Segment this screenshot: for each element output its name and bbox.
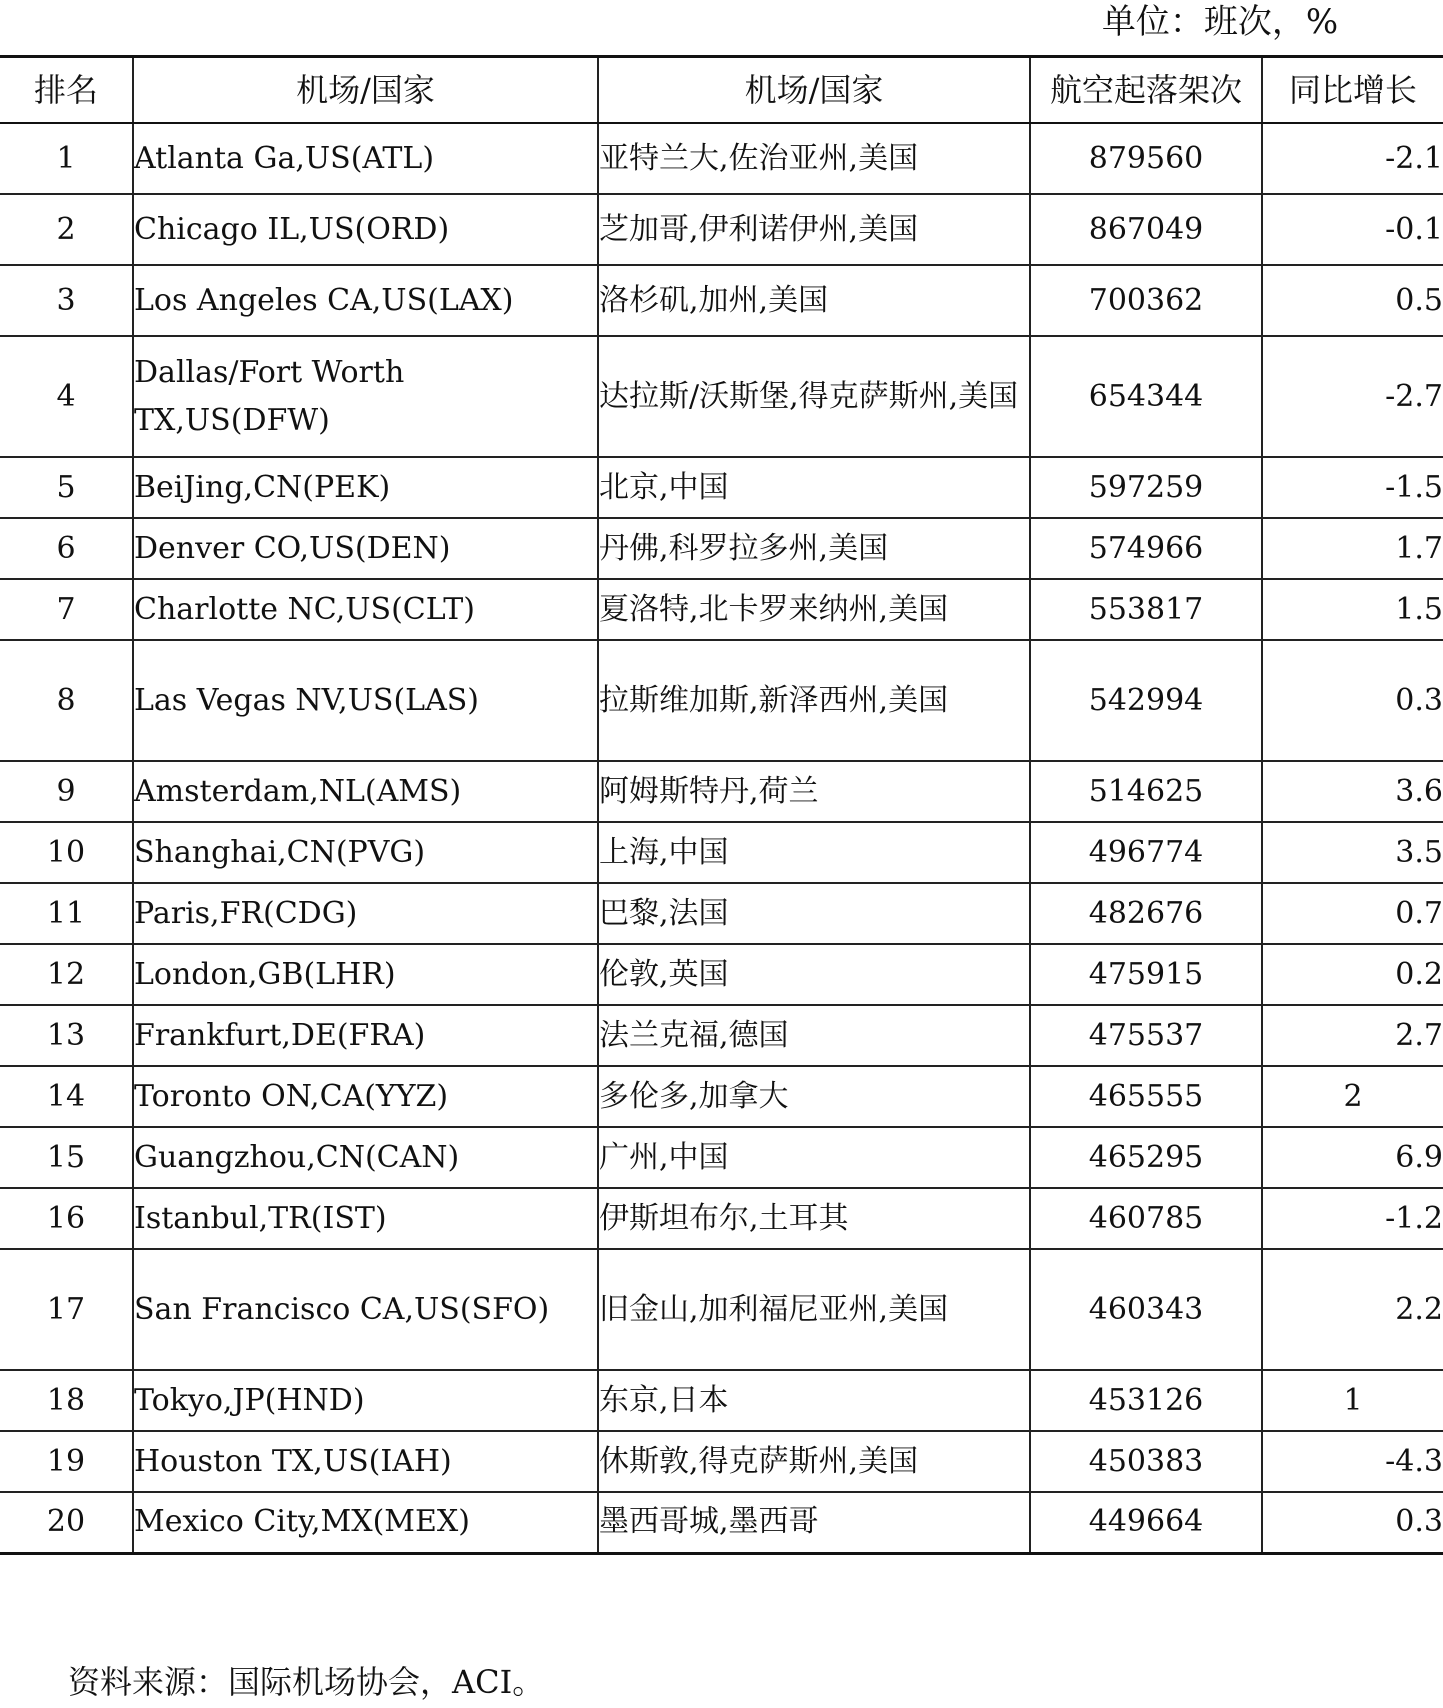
cell-airport-en: Toronto ON,CA(YYZ) xyxy=(133,1066,598,1127)
cell-airport-zh: 上海,中国 xyxy=(598,822,1030,883)
cell-airport-zh: 法兰克福,德国 xyxy=(598,1005,1030,1066)
cell-rank: 3 xyxy=(0,265,133,336)
cell-movements: 496774 xyxy=(1030,822,1262,883)
cell-growth: 3.5 xyxy=(1262,822,1443,883)
unit-note: 单位：班次，% xyxy=(1101,2,1339,42)
cell-airport-zh: 丹佛,科罗拉多州,美国 xyxy=(598,518,1030,579)
table-row xyxy=(0,579,1443,640)
cell-growth: 2.2 xyxy=(1262,1249,1443,1370)
cell-airport-en: Atlanta Ga,US(ATL) xyxy=(133,123,598,194)
cell-growth: 2 xyxy=(1262,1066,1443,1127)
table-row xyxy=(0,1370,1443,1431)
cell-airport-zh: 旧金山,加利福尼亚州,美国 xyxy=(598,1249,1030,1370)
cell-airport-en: Dallas/Fort Worth TX,US(DFW) xyxy=(133,336,598,457)
cell-growth: 1.7 xyxy=(1262,518,1443,579)
cell-airport-zh: 巴黎,法国 xyxy=(598,883,1030,944)
cell-rank: 5 xyxy=(0,457,133,518)
cell-rank: 1 xyxy=(0,123,133,194)
table-row xyxy=(0,1066,1443,1127)
cell-airport-en: Chicago IL,US(ORD) xyxy=(133,194,598,265)
cell-growth: 0.3 xyxy=(1262,1492,1443,1553)
cell-growth: 0.2 xyxy=(1262,944,1443,1005)
cell-rank: 14 xyxy=(0,1066,133,1127)
table-row xyxy=(0,123,1443,194)
cell-airport-zh: 休斯敦,得克萨斯州,美国 xyxy=(598,1431,1030,1492)
cell-movements: 482676 xyxy=(1030,883,1262,944)
cell-movements: 514625 xyxy=(1030,761,1262,822)
cell-airport-zh: 广州,中国 xyxy=(598,1127,1030,1188)
cell-airport-en: Denver CO,US(DEN) xyxy=(133,518,598,579)
cell-airport-en: San Francisco CA,US(SFO) xyxy=(133,1249,598,1370)
table-row xyxy=(0,1188,1443,1249)
source-note: 资料来源：国际机场协会，ACI。 xyxy=(68,1663,545,1701)
cell-growth: -1.5 xyxy=(1262,457,1443,518)
cell-rank: 20 xyxy=(0,1492,133,1553)
cell-airport-zh: 东京,日本 xyxy=(598,1370,1030,1431)
cell-movements: 453126 xyxy=(1030,1370,1262,1431)
table-row xyxy=(0,1492,1443,1553)
cell-growth: 6.9 xyxy=(1262,1127,1443,1188)
cell-airport-zh: 达拉斯/沃斯堡,得克萨斯州,美国 xyxy=(598,336,1030,457)
cell-airport-en: Tokyo,JP(HND) xyxy=(133,1370,598,1431)
cell-growth: 0.7 xyxy=(1262,883,1443,944)
cell-rank: 6 xyxy=(0,518,133,579)
cell-growth: 0.5 xyxy=(1262,265,1443,336)
table-row xyxy=(0,1127,1443,1188)
cell-movements: 867049 xyxy=(1030,194,1262,265)
cell-movements: 553817 xyxy=(1030,579,1262,640)
table-row xyxy=(0,944,1443,1005)
cell-movements: 475537 xyxy=(1030,1005,1262,1066)
cell-movements: 542994 xyxy=(1030,640,1262,761)
cell-growth: 1.5 xyxy=(1262,579,1443,640)
table-row xyxy=(0,518,1443,579)
cell-rank: 9 xyxy=(0,761,133,822)
cell-airport-en: Charlotte NC,US(CLT) xyxy=(133,579,598,640)
cell-airport-en: Los Angeles CA,US(LAX) xyxy=(133,265,598,336)
cell-airport-zh: 洛杉矶,加州,美国 xyxy=(598,265,1030,336)
cell-airport-zh: 拉斯维加斯,新泽西州,美国 xyxy=(598,640,1030,761)
cell-movements: 449664 xyxy=(1030,1492,1262,1553)
cell-airport-en: Guangzhou,CN(CAN) xyxy=(133,1127,598,1188)
cell-growth: 3.6 xyxy=(1262,761,1443,822)
header-rank: 排名 xyxy=(0,57,133,124)
cell-growth: -0.1 xyxy=(1262,194,1443,265)
cell-airport-en: Amsterdam,NL(AMS) xyxy=(133,761,598,822)
table-row xyxy=(0,194,1443,265)
cell-airport-zh: 芝加哥,伊利诺伊州,美国 xyxy=(598,194,1030,265)
cell-growth: 0.3 xyxy=(1262,640,1443,761)
cell-growth: -1.2 xyxy=(1262,1188,1443,1249)
cell-movements: 879560 xyxy=(1030,123,1262,194)
table-row xyxy=(0,822,1443,883)
cell-growth: 1 xyxy=(1262,1370,1443,1431)
cell-rank: 11 xyxy=(0,883,133,944)
cell-airport-zh: 墨西哥城,墨西哥 xyxy=(598,1492,1030,1553)
table-row xyxy=(0,761,1443,822)
airport-movements-table xyxy=(0,55,1443,1555)
cell-rank: 10 xyxy=(0,822,133,883)
cell-airport-en: Shanghai,CN(PVG) xyxy=(133,822,598,883)
cell-movements: 475915 xyxy=(1030,944,1262,1005)
cell-rank: 17 xyxy=(0,1249,133,1370)
cell-rank: 18 xyxy=(0,1370,133,1431)
table-row xyxy=(0,1431,1443,1492)
cell-rank: 12 xyxy=(0,944,133,1005)
cell-airport-en: London,GB(LHR) xyxy=(133,944,598,1005)
cell-rank: 4 xyxy=(0,336,133,457)
cell-growth: -2.7 xyxy=(1262,336,1443,457)
table-row xyxy=(0,1005,1443,1066)
cell-rank: 15 xyxy=(0,1127,133,1188)
cell-airport-zh: 阿姆斯特丹,荷兰 xyxy=(598,761,1030,822)
cell-airport-zh: 北京,中国 xyxy=(598,457,1030,518)
cell-rank: 7 xyxy=(0,579,133,640)
cell-rank: 16 xyxy=(0,1188,133,1249)
cell-growth: -4.3 xyxy=(1262,1431,1443,1492)
cell-movements: 700362 xyxy=(1030,265,1262,336)
cell-growth: 2.7 xyxy=(1262,1005,1443,1066)
table-row xyxy=(0,265,1443,336)
cell-airport-zh: 伦敦,英国 xyxy=(598,944,1030,1005)
cell-movements: 460343 xyxy=(1030,1249,1262,1370)
cell-movements: 460785 xyxy=(1030,1188,1262,1249)
cell-movements: 654344 xyxy=(1030,336,1262,457)
table-row xyxy=(0,640,1443,761)
table-row xyxy=(0,1249,1443,1370)
cell-rank: 2 xyxy=(0,194,133,265)
cell-airport-en: Frankfurt,DE(FRA) xyxy=(133,1005,598,1066)
cell-airport-en: Istanbul,TR(IST) xyxy=(133,1188,598,1249)
table-row xyxy=(0,336,1443,457)
table-header-row xyxy=(0,57,1443,124)
table-row xyxy=(0,883,1443,944)
table-row xyxy=(0,457,1443,518)
cell-airport-zh: 夏洛特,北卡罗来纳州,美国 xyxy=(598,579,1030,640)
cell-rank: 8 xyxy=(0,640,133,761)
table-body xyxy=(0,123,1443,1553)
header-airport-zh: 机场/国家 xyxy=(598,57,1030,124)
cell-growth: -2.1 xyxy=(1262,123,1443,194)
header-movements: 航空起落架次 xyxy=(1030,57,1262,124)
cell-movements: 465295 xyxy=(1030,1127,1262,1188)
cell-movements: 574966 xyxy=(1030,518,1262,579)
cell-airport-en: Mexico City,MX(MEX) xyxy=(133,1492,598,1553)
cell-movements: 465555 xyxy=(1030,1066,1262,1127)
cell-rank: 13 xyxy=(0,1005,133,1066)
header-airport-en: 机场/国家 xyxy=(133,57,598,124)
cell-airport-en: Paris,FR(CDG) xyxy=(133,883,598,944)
cell-movements: 597259 xyxy=(1030,457,1262,518)
cell-airport-zh: 伊斯坦布尔,土耳其 xyxy=(598,1188,1030,1249)
cell-airport-zh: 亚特兰大,佐治亚州,美国 xyxy=(598,123,1030,194)
header-growth: 同比增长 xyxy=(1262,57,1443,124)
cell-airport-en: BeiJing,CN(PEK) xyxy=(133,457,598,518)
cell-airport-en: Las Vegas NV,US(LAS) xyxy=(133,640,598,761)
cell-rank: 19 xyxy=(0,1431,133,1492)
cell-airport-zh: 多伦多,加拿大 xyxy=(598,1066,1030,1127)
cell-movements: 450383 xyxy=(1030,1431,1262,1492)
cell-airport-en: Houston TX,US(IAH) xyxy=(133,1431,598,1492)
